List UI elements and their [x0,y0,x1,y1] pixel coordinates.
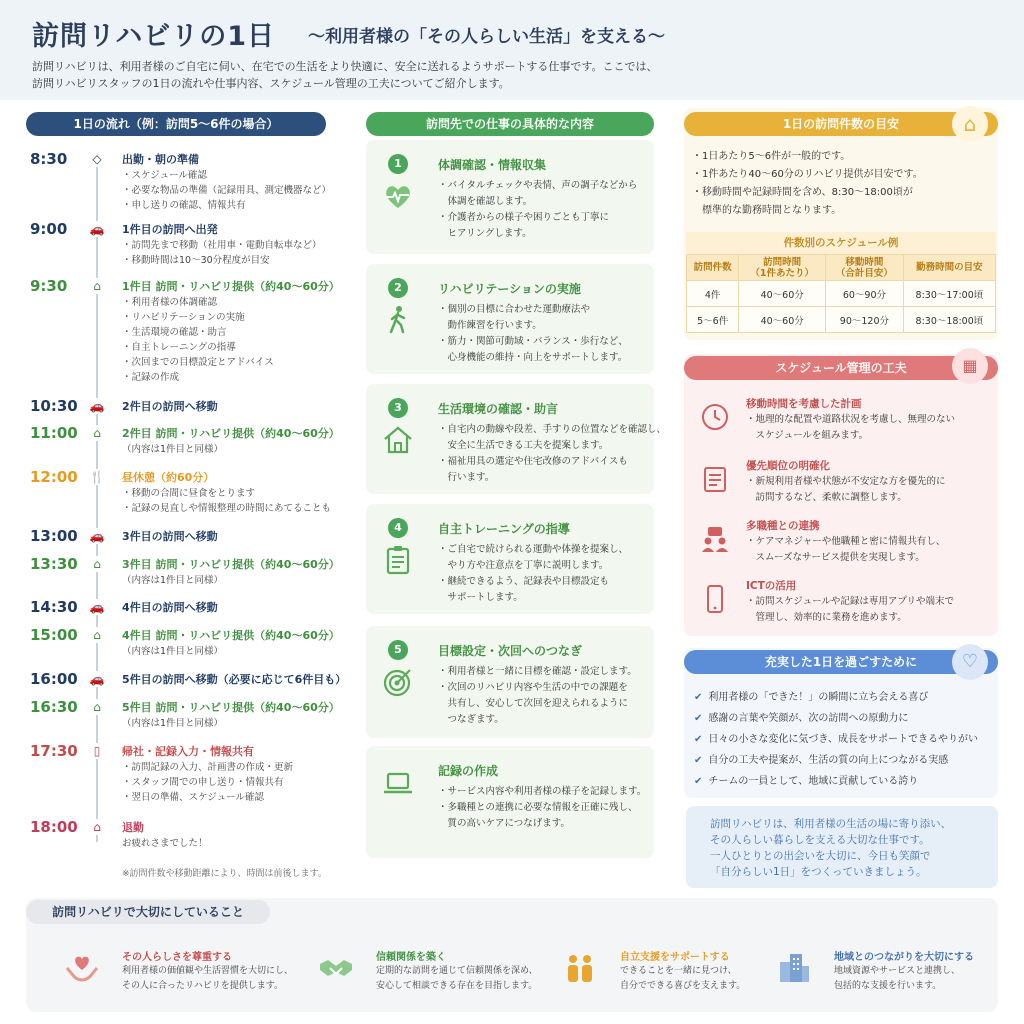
timeline-time: 15:00 [30,626,78,644]
card-body-line: ・自宅内の動線や段差、手すりの位置などを確認し、 [438,424,667,435]
fulfill-item-text: 自分の工夫や提案が、生活の質の向上につながる実感 [708,755,949,766]
card-body-line: ・サービス内容や利用者様の様子を記録します。 [438,786,647,797]
timeline-detail-line: お疲れさまでした！ [122,838,208,849]
timeline-time: 8:30 [30,150,68,168]
timeline-title: 1件目 訪問・リハビリ提供（約40〜60分） [122,280,340,293]
buildings-icon [776,950,812,986]
timeline-icon: 🚗 [89,672,105,686]
card-body-line: やり方や注意点を丁寧に説明します。 [438,560,609,571]
check-icon: ✔ [694,734,703,745]
timeline-detail-line: ・必要な物品の準備（記録用具、測定機器など） [122,185,332,196]
timeline-detail-line: ・記録の見直しや情報整理の時間にあてることも [122,503,332,514]
work-card [366,626,654,738]
card-body-line: サポートします。 [438,592,523,603]
closing-message-text [710,816,951,880]
timeline-title: 帰社・記録入力・情報共有 [122,745,254,758]
checklist-icon [700,464,730,494]
card-body-line: 行います。 [438,472,495,483]
timeline-title: 2件目の訪問へ移動 [122,400,218,413]
clipboard-icon [382,544,414,576]
timeline-title: 4件目 訪問・リハビリ提供（約40〜60分） [122,629,340,642]
page-header [0,0,1024,100]
card-body-line: ・次回のリハビリ内容や生活の中での課題を [438,682,628,693]
visits-text [692,148,923,220]
schedule-item-body [746,534,945,566]
table-cell: 60〜90分 [826,281,904,307]
schedule-item-title: 移動時間を考慮した計画 [746,398,862,410]
team-icon [700,524,730,554]
work-card [366,504,654,614]
closing-message-line: 一人ひとりとの出会いを大切に、今日も笑顔で [710,850,931,862]
schedule-body-line: ・地理的な配置や道路状況を考慮し、無理のない [746,414,956,425]
closing-message-line: 訪問リハビリは、利用者様の生活の場に寄り添い、 [710,818,952,830]
timeline-details [122,760,293,805]
intro-line: 訪問リハビリスタッフの1日の流れや仕事内容、スケジュール管理の工夫についてご紹介します。 [32,77,510,90]
timeline-details [122,573,223,588]
fulfill-header: 充実した1日を過ごすために [684,650,998,674]
schedule-body-line: スムーズなサービス提供を実現します。 [746,552,925,563]
people-icon [562,950,598,986]
work-card [366,140,654,254]
house-icon [382,424,414,456]
timeline-detail-line: ・スタッフ間での申し送り・情報共有 [122,777,284,788]
card-body-line: つなぎます。 [438,714,504,725]
closing-message [686,806,998,888]
timeline-time: 9:00 [30,220,68,238]
timeline-detail-line: ・訪問先まで移動（社用車・電動自転車など） [122,240,322,251]
card-body-line: 安全に生活できる工夫を提案します。 [438,440,609,451]
fulfill-item [694,751,948,766]
schedule-item-body [746,474,946,506]
timeline-icon: 🚗 [89,222,105,236]
fulfill-item [694,688,928,703]
fulfill-item-text: チームの一員として、地域に貢献している誇り [708,776,919,787]
visits-line: ・1日あたり5〜6件が一般的です。 [692,151,851,162]
timeline-time: 16:00 [30,670,78,688]
fulfill-item [694,772,918,787]
schedule-item-title: ICTの活用 [746,580,797,592]
check-icon: ✔ [694,692,703,703]
timeline-detail-line: ・移動時間は10〜30分程度が目安 [122,255,270,266]
work-card [366,264,654,374]
value-body [122,964,293,994]
fulfill-item [694,709,908,724]
card-body [438,664,637,728]
card-body-line: ・多職種との連携に必要な情報を正確に残し、 [438,802,638,813]
timeline-title: 4件目の訪問へ移動 [122,601,218,614]
clock-icon [700,402,730,432]
card-body-line: ・ご自宅で続けられる運動や体操を提案し、 [438,544,629,555]
card-body-line: ・継続できるよう、記録表や目標設定も [438,576,610,587]
timeline-detail-line: （内容は1件目と同様） [122,444,224,455]
timeline-time: 12:00 [30,468,78,486]
schedule-body-line: 訪問するなど、柔軟に調整します。 [746,492,907,503]
calendar-icon: ▦ [952,348,988,384]
timeline-detail-line: ・リハビリテーションの実施 [122,312,245,323]
home-icon: ⌂ [952,106,988,142]
value-body-line: その人に合ったリハビリを提供します。 [122,981,284,991]
smartphone-icon [700,584,730,614]
timeline-time: 11:00 [30,424,78,442]
schedule-body-line: ・訪問スケジュールや記録は専用アプリや端末で [746,596,955,607]
work-header: 訪問先での仕事の具体的な内容 [366,112,654,136]
table-cell: 4件 [687,281,739,307]
work-card [366,384,667,494]
schedule-header: スケジュール管理の工夫 [684,356,998,380]
value-body-line: 安心して相談できる存在を目指します。 [376,981,538,991]
table-cell: 40〜60分 [739,281,826,307]
timeline-detail-line: ・記録の作成 [122,372,180,383]
table-cell: 40〜60分 [739,307,826,333]
timeline-detail-line: ・次回までの目標設定とアドバイス [122,357,274,368]
value-title: その人らしさを尊重する [122,952,232,963]
value-body-line: できることを一緒に見つけ、 [620,966,737,976]
timeline-detail-line: ・申し送りの確認、情報共有 [122,200,246,211]
schedule-body-line: スケジュールを組みます。 [746,430,869,441]
card-body [438,178,637,242]
timeline-detail-line: ・訪問記録の入力、計画書の作成・更新 [122,762,294,773]
heart-hands-icon [64,950,100,986]
timeline-details [122,295,274,385]
step-number: 5 [388,640,408,660]
card-body-line: 体調を確認します。 [438,196,533,207]
value-body-line: 地域資源やサービスと連携し、 [834,966,961,976]
timeline-time: 16:30 [30,698,78,716]
schedule-item-body [746,412,955,444]
table-header: 移動時間 （合計目安） [826,255,904,281]
timeline-detail-line: ・生活環境の確認・助言 [122,327,227,338]
timeline-icon: ⌂ [89,819,105,835]
timeline-details [122,168,331,213]
timeline-title: 3件目の訪問へ移動 [122,530,218,543]
value-body [620,964,745,994]
timeline-icon: ⌂ [89,699,105,715]
card-title: 記録の作成 [438,764,499,778]
timeline-title: 5件目 訪問・リハビリ提供（約40〜60分） [122,701,340,714]
card-body-line: 心身機能の維持・向上をサポートします。 [438,352,628,363]
card-body-line: 共有し、安心して次回を迎えられるように [438,698,629,709]
value-body [834,964,960,994]
laptop-icon [382,766,414,798]
heart-pulse-icon [382,180,414,212]
schedule-body-line: ・ケアマネジャーや他職種と密に情報共有し、 [746,536,946,547]
card-title: 自主トレーニングの指導 [438,522,570,536]
timeline-detail-line: ・利用者様の体調確認 [122,297,218,308]
timeline-detail-line: ・スケジュール確認 [122,170,207,181]
timeline-details [122,716,223,731]
card-body-line: ・筋力・関節可動域・バランス・歩行など、 [438,336,628,347]
page-subtitle: 〜利用者様の「その人らしい生活」を支える〜 [308,27,665,47]
card-body-line: ヒアリングします。 [438,228,532,239]
closing-message-line: 「自分らしい1日」をつくっていきましょう。 [710,866,927,878]
value-body-line: 定期的な訪問を通じて信頼関係を深め、 [376,966,538,976]
timeline-icon: ⌂ [89,627,105,643]
card-title: 生活環境の確認・助言 [438,402,559,416]
timeline-header: 1日の流れ（例：訪問5〜6件の場合） [26,112,326,136]
check-icon: ✔ [694,776,703,787]
target-icon [382,666,414,698]
value-body-line: 利用者様の価値観や生活習慣を大切にし、 [122,966,294,976]
timeline-time: 13:30 [30,555,78,573]
timeline-icon: ▯ [89,743,105,759]
fulfill-item-text: 感謝の言葉や笑顔が、次の訪問への原動力に [708,713,909,724]
value-title: 自立支援をサポートする [620,952,730,963]
timeline-icon: 🍴 [89,470,105,484]
table-cell: 8:30〜18:00頃 [903,307,995,333]
closing-message-line: その人らしい暮らしを支える大切な仕事です。 [710,834,930,846]
timeline-details [122,486,331,516]
timeline-icon: 🚗 [89,600,105,614]
table-row [687,307,996,333]
timeline-time: 13:00 [30,527,78,545]
card-body [438,784,646,832]
schedule-item-title: 多職種との連携 [746,520,820,532]
timeline-details [122,836,208,851]
value-body-line: 包括的な支援を行います。 [834,981,942,991]
schedule-item-title: 優先順位の明確化 [746,460,830,472]
table-header: 勤務時間の目安 [903,255,995,281]
timeline-detail-line: （内容は1件目と同様） [122,575,224,586]
timeline-time: 9:30 [30,277,68,295]
step-number: 1 [388,154,408,174]
handshake-icon [318,950,354,986]
timeline-detail-line: （内容は1件目と同様） [122,718,224,729]
fulfill-item-text: 日々の小さな変化に気づき、成長をサポートできるやりがい [708,734,978,745]
intro-text [32,58,732,92]
table-header: 訪問時間 （1件あたり） [739,255,826,281]
card-body-line: ・福祉用具の選定や住宅改修のアドバイスも [438,456,628,467]
timeline-icon: ⌂ [89,278,105,294]
timeline-title: 5件目の訪問へ移動（必要に応じて6件目も） [122,673,347,686]
timeline-icon: ⌂ [89,425,105,441]
visits-line: ・移動時間や記録時間を含め、8:30〜18:00頃が [692,187,913,198]
timeline-detail-line: ・移動の合間に昼食をとります [122,488,256,499]
visits-header: 1日の訪問件数の目安 [684,112,998,136]
timeline-line [96,152,98,842]
fulfill-item [694,730,978,745]
schedule-table-title: 件数別のスケジュール例 [686,232,996,254]
card-title: リハビリテーションの実施 [438,282,581,296]
schedule-body-line: ・新規利用者様や状態が不安定な方を優先的に [746,476,946,487]
timeline-title: 退勤 [122,821,144,834]
table-cell: 90〜120分 [826,307,904,333]
timeline-detail-line: （内容は1件目と同様） [122,646,224,657]
timeline-title: 2件目 訪問・リハビリ提供（約40〜60分） [122,427,340,440]
visits-line: ・1件あたり40〜60分のリハビリ提供が目安です。 [692,169,923,180]
timeline-icon: ⌂ [89,556,105,572]
card-body-line: ・利用者様と一緒に目標を確認・設定します。 [438,666,637,677]
card-body-line: ・個別の目標に合わせた運動療法や [438,304,591,315]
timeline-icon: 🚗 [89,529,105,543]
schedule-body-line: 管理し、効率的に業務を進めます。 [746,612,907,623]
fulfill-item-text: 利用者様の「できた！」の瞬間に立ち会える喜び [708,692,929,703]
card-body-line: ・介護者からの様子や困りごとも丁寧に [438,212,610,223]
check-icon: ✔ [694,713,703,724]
timeline-title: 3件目 訪問・リハビリ提供（約40〜60分） [122,558,340,571]
table-header: 訪問件数 [687,255,739,281]
card-body [438,422,666,486]
table-cell: 5〜6件 [687,307,739,333]
table-cell: 8:30〜17:00頃 [903,281,995,307]
card-title: 目標設定・次回へのつなぎ [438,644,583,658]
step-number: 4 [388,518,408,538]
timeline-icon: ◇ [89,151,105,167]
schedule-table [686,254,996,333]
check-icon: ✔ [694,755,703,766]
timeline-time: 10:30 [30,397,78,415]
timeline-title: 昼休憩（約60分） [122,471,215,484]
timeline-note: ※訪問件数や移動距離により、時間は前後します。 [122,869,327,879]
value-title: 地域とのつながりを大切にする [834,952,974,963]
timeline-details [122,238,322,268]
timeline-time: 18:00 [30,818,78,836]
value-body-line: 自分でできる喜びを支えます。 [620,981,746,991]
walking-person-icon [382,304,414,336]
timeline-icon: 🚗 [89,399,105,413]
intro-line: 訪問リハビリは、利用者様のご自宅に伺い、在宅での生活をより快適に、安全に送れるようサポートする仕事です。ここでは、 [32,60,658,73]
table-row [687,281,996,307]
timeline-time: 14:30 [30,598,78,616]
timeline-time: 17:30 [30,742,78,760]
card-title: 体調確認・情報収集 [438,158,547,172]
visits-line: 標準的な勤務時間となります。 [692,205,842,216]
card-body [438,302,628,366]
step-number: 3 [388,398,408,418]
card-body-line: 質の高いケアにつなげます。 [438,818,571,829]
timeline-details [122,644,223,659]
value-body [376,964,538,994]
timeline-details [122,442,223,457]
timeline-detail-line: ・翌日の準備、スケジュール確認 [122,792,264,803]
work-card [366,746,654,858]
schedule-item-body [746,594,954,626]
timeline-detail-line: ・自主トレーニングの指導 [122,342,236,353]
step-number: 2 [388,278,408,298]
value-title: 信頼関係を築く [376,952,446,963]
values-header: 訪問リハビリで大切にしていること [26,900,270,924]
heart-icon: ♡ [952,644,988,680]
card-body-line: 動作練習を行います。 [438,320,542,331]
page-title: 訪問リハビリの1日 [32,21,275,52]
card-body-line: ・バイタルチェックや表情、声の調子などから [438,180,638,191]
timeline-title: 1件目の訪問へ出発 [122,223,218,236]
card-body [438,542,628,606]
timeline-title: 出勤・朝の準備 [122,153,199,166]
